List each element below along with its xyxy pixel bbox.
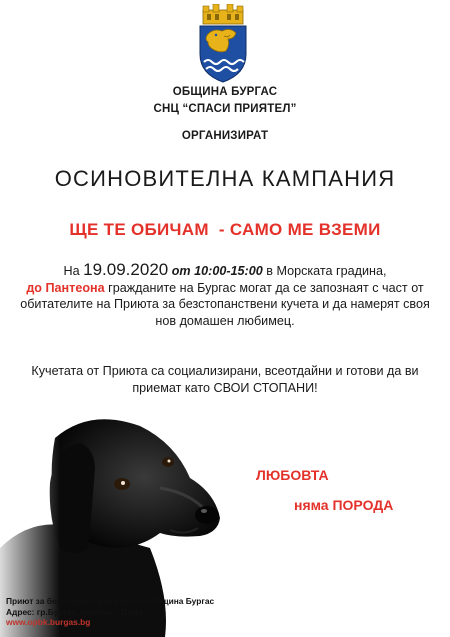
love-line-2: няма ПОРОДА bbox=[294, 497, 394, 513]
event-date: 19.09.2020 bbox=[83, 260, 169, 279]
love-slogan bbox=[250, 460, 430, 520]
burgas-coat-of-arms-icon bbox=[188, 4, 258, 84]
slogan: ЩЕ ТЕ ОБИЧАМ - САМО МЕ ВЗЕМИ bbox=[69, 220, 381, 239]
footer-website-link[interactable]: www.opbk.burgas.bg bbox=[6, 617, 91, 627]
shelter-paragraph: Кучетата от Приюта са социализирани, всеотдайни и готови да ви приемат като СВОИ СТОПАНИ! bbox=[31, 364, 419, 395]
organizer-municipality: ОБЩИНА БУРГАС bbox=[172, 86, 278, 98]
event-description: гражданите на Бургас могат да се запознаят с част от обитателите на Приюта за безстопанствени кучета и да намерят своя нов домашен любимец. bbox=[20, 280, 430, 328]
event-paragraph bbox=[14, 262, 436, 329]
organizer-ngo: СНЦ “СПАСИ ПРИЯТЕЛ” bbox=[153, 103, 297, 115]
on-word: На bbox=[63, 264, 84, 278]
love-line-1: ЛЮБОВТА bbox=[256, 467, 329, 483]
footer bbox=[6, 596, 214, 628]
event-time: от 10:00-15:00 bbox=[168, 264, 263, 278]
organizers-label: ОРГАНИЗИРАТ bbox=[181, 130, 269, 142]
event-landmark: до Пантеона bbox=[26, 280, 105, 295]
footer-address: Адрес: гр.Бургас, местност Пода bbox=[6, 606, 143, 617]
event-place: в Морската градина, bbox=[262, 264, 387, 278]
page-title: ОСИНОВИТЕЛНА КАМПАНИЯ bbox=[54, 166, 396, 191]
footer-shelter-name: Приют за безстопанствени кучета-Община Бургас bbox=[6, 596, 215, 606]
